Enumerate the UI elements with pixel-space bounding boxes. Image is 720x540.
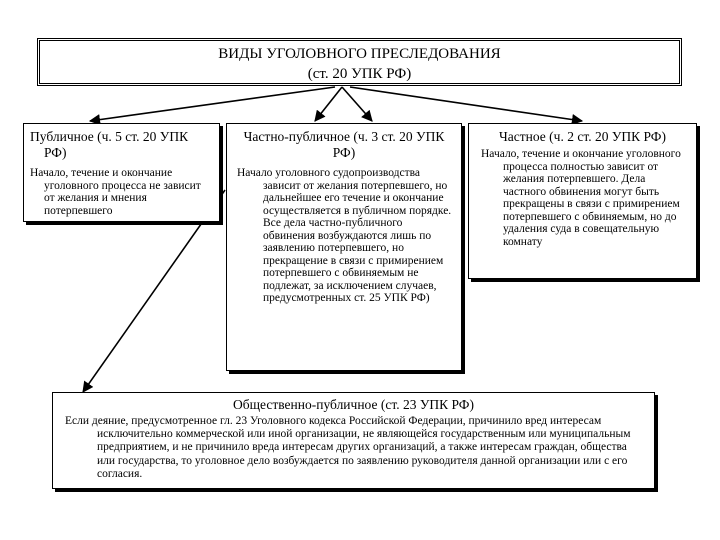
main-title-reference: (ст. 20 УПК РФ)	[307, 66, 412, 82]
private-public-prosecution-box	[226, 123, 462, 371]
private-prosecution-description: Начало, течение и окончание уголовного процесса полностью зависит от желания потерпевшего. Дела частного обвинения могут быть прекращены в связи с примирением потерпевшего с обвиняемым, но до удаления суда в совещательную комнату	[481, 148, 681, 248]
private-prosecution-title: Частное (ч. 2 ст. 20 УПК РФ)	[499, 129, 666, 144]
arrow-to-public	[90, 87, 335, 121]
arrow-to-private-public	[315, 87, 342, 121]
public-prosecution-title-line2: РФ)	[44, 145, 67, 160]
private-prosecution-box	[468, 123, 697, 279]
social-public-prosecution-box	[52, 392, 655, 489]
public-prosecution-title-line1: Публичное (ч. 5 ст. 20 УПК	[30, 129, 189, 144]
main-title: ВИДЫ УГОЛОВНОГО ПРЕСЛЕДОВАНИЯ	[218, 46, 501, 62]
public-prosecution-title	[30, 129, 213, 161]
social-public-prosecution-description: Если деяние, предусмотренное гл. 23 Уголовного кодекса Российской Федерации, причинило вред интересам исключительно коммерческой или иной организации, не являющейся государственным или муниципальным предприятием, и не причинило вреда интересам других организаций, а также интересам граждан, общества или государства, то уголовное дело возбуждается по заявлению руководителя данной организации или с его согласия.	[65, 415, 631, 480]
arrow-to-private	[350, 87, 582, 121]
public-prosecution-box	[23, 123, 220, 222]
main-title-box	[37, 38, 682, 86]
private-public-prosecution-title: Частно-публичное (ч. 3 ст. 20 УПК РФ)	[243, 129, 445, 160]
arrow-to-private-public-2	[342, 87, 372, 121]
social-public-prosecution-title: Общественно-публичное (ст. 23 УПК РФ)	[233, 397, 474, 412]
private-public-prosecution-description: Начало уголовного судопроизводства зависит от желания потерпевшего, но дальнейшее его течение и окончание осуществляется в публичном порядке. Все дела частно-публичного обвинения возбуждаются лишь по заявлению потерпевшего, но прекращение в связи с примирением потерпевшего с обвиняемым не подлежат, за исключением случаев, предусмотренных ст. 25 УПК РФ)	[237, 167, 452, 304]
public-prosecution-description: Начало, течение и окончание уголовного процесса не зависит от желания и мнения потерпевшего	[30, 167, 201, 217]
